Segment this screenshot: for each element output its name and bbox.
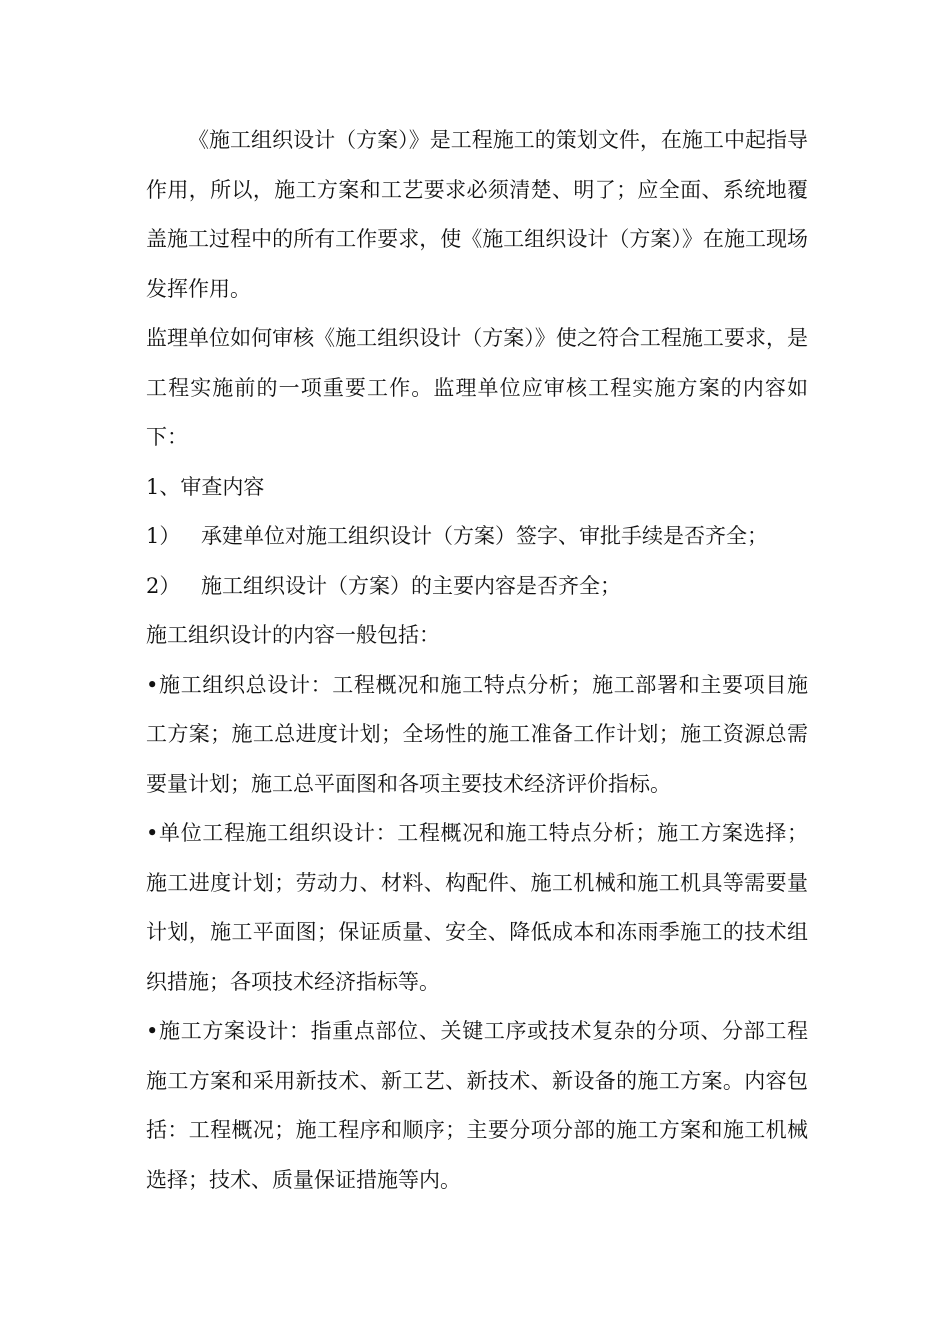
review-item-text: 承建单位对施工组织设计（方案）签字、审批手续是否齐全； xyxy=(201,524,768,548)
bullet-unit-project-design: •单位工程施工组织设计：工程概况和施工特点分析；施工方案选择；施工进度计划；劳动力、材料、构配件、施工机械和施工机具等需要量计划，施工平面图；保证质量、安全、降低成本和冻雨季施工的技术组织措施；各项技术经济指标等。 xyxy=(146,821,808,994)
bullet-overall-design: •施工组织总设计：工程概况和施工特点分析；施工部署和主要项目施工方案；施工总进度计划；全场性的施工准备工作计划；施工资源总需要量计划；施工总平面图和各项主要技术经济评价指标。 xyxy=(146,672,808,796)
bullet-construction-plan-design: •施工方案设计：指重点部位、关键工序或技术复杂的分项、分部工程施工方案和采用新技术、新工艺、新技术、新设备的施工方案。内容包括：工程概况；施工程序和顺序；主要分项分部的施工方案和施工机械选择；技术、质量保证措施等内。 xyxy=(146,1019,808,1192)
document-body xyxy=(146,116,808,1205)
review-item-number: 1） xyxy=(146,524,181,548)
intro-paragraph: 《施工组织设计（方案）》是工程施工的策划文件，在施工中起指导作用，所以，施工方案和工艺要求必须清楚、明了；应全面、系统地覆盖施工过程中的所有工作要求，使《施工组织设计（方案）》在施工现场发挥作用。 xyxy=(146,128,808,301)
supervision-paragraph: 监理单位如何审核《施工组织设计（方案）》使之符合工程施工要求，是工程实施前的一项重要工作。监理单位应审核工程实施方案的内容如下： xyxy=(146,326,808,449)
review-item xyxy=(146,562,808,612)
contents-intro: 施工组织设计的内容一般包括： xyxy=(146,623,440,647)
section-heading: 1、审查内容 xyxy=(146,474,265,499)
review-item-number: 2） xyxy=(146,573,181,598)
review-item-text: 施工组织设计（方案）的主要内容是否齐全； xyxy=(201,573,621,598)
review-item xyxy=(146,512,808,562)
